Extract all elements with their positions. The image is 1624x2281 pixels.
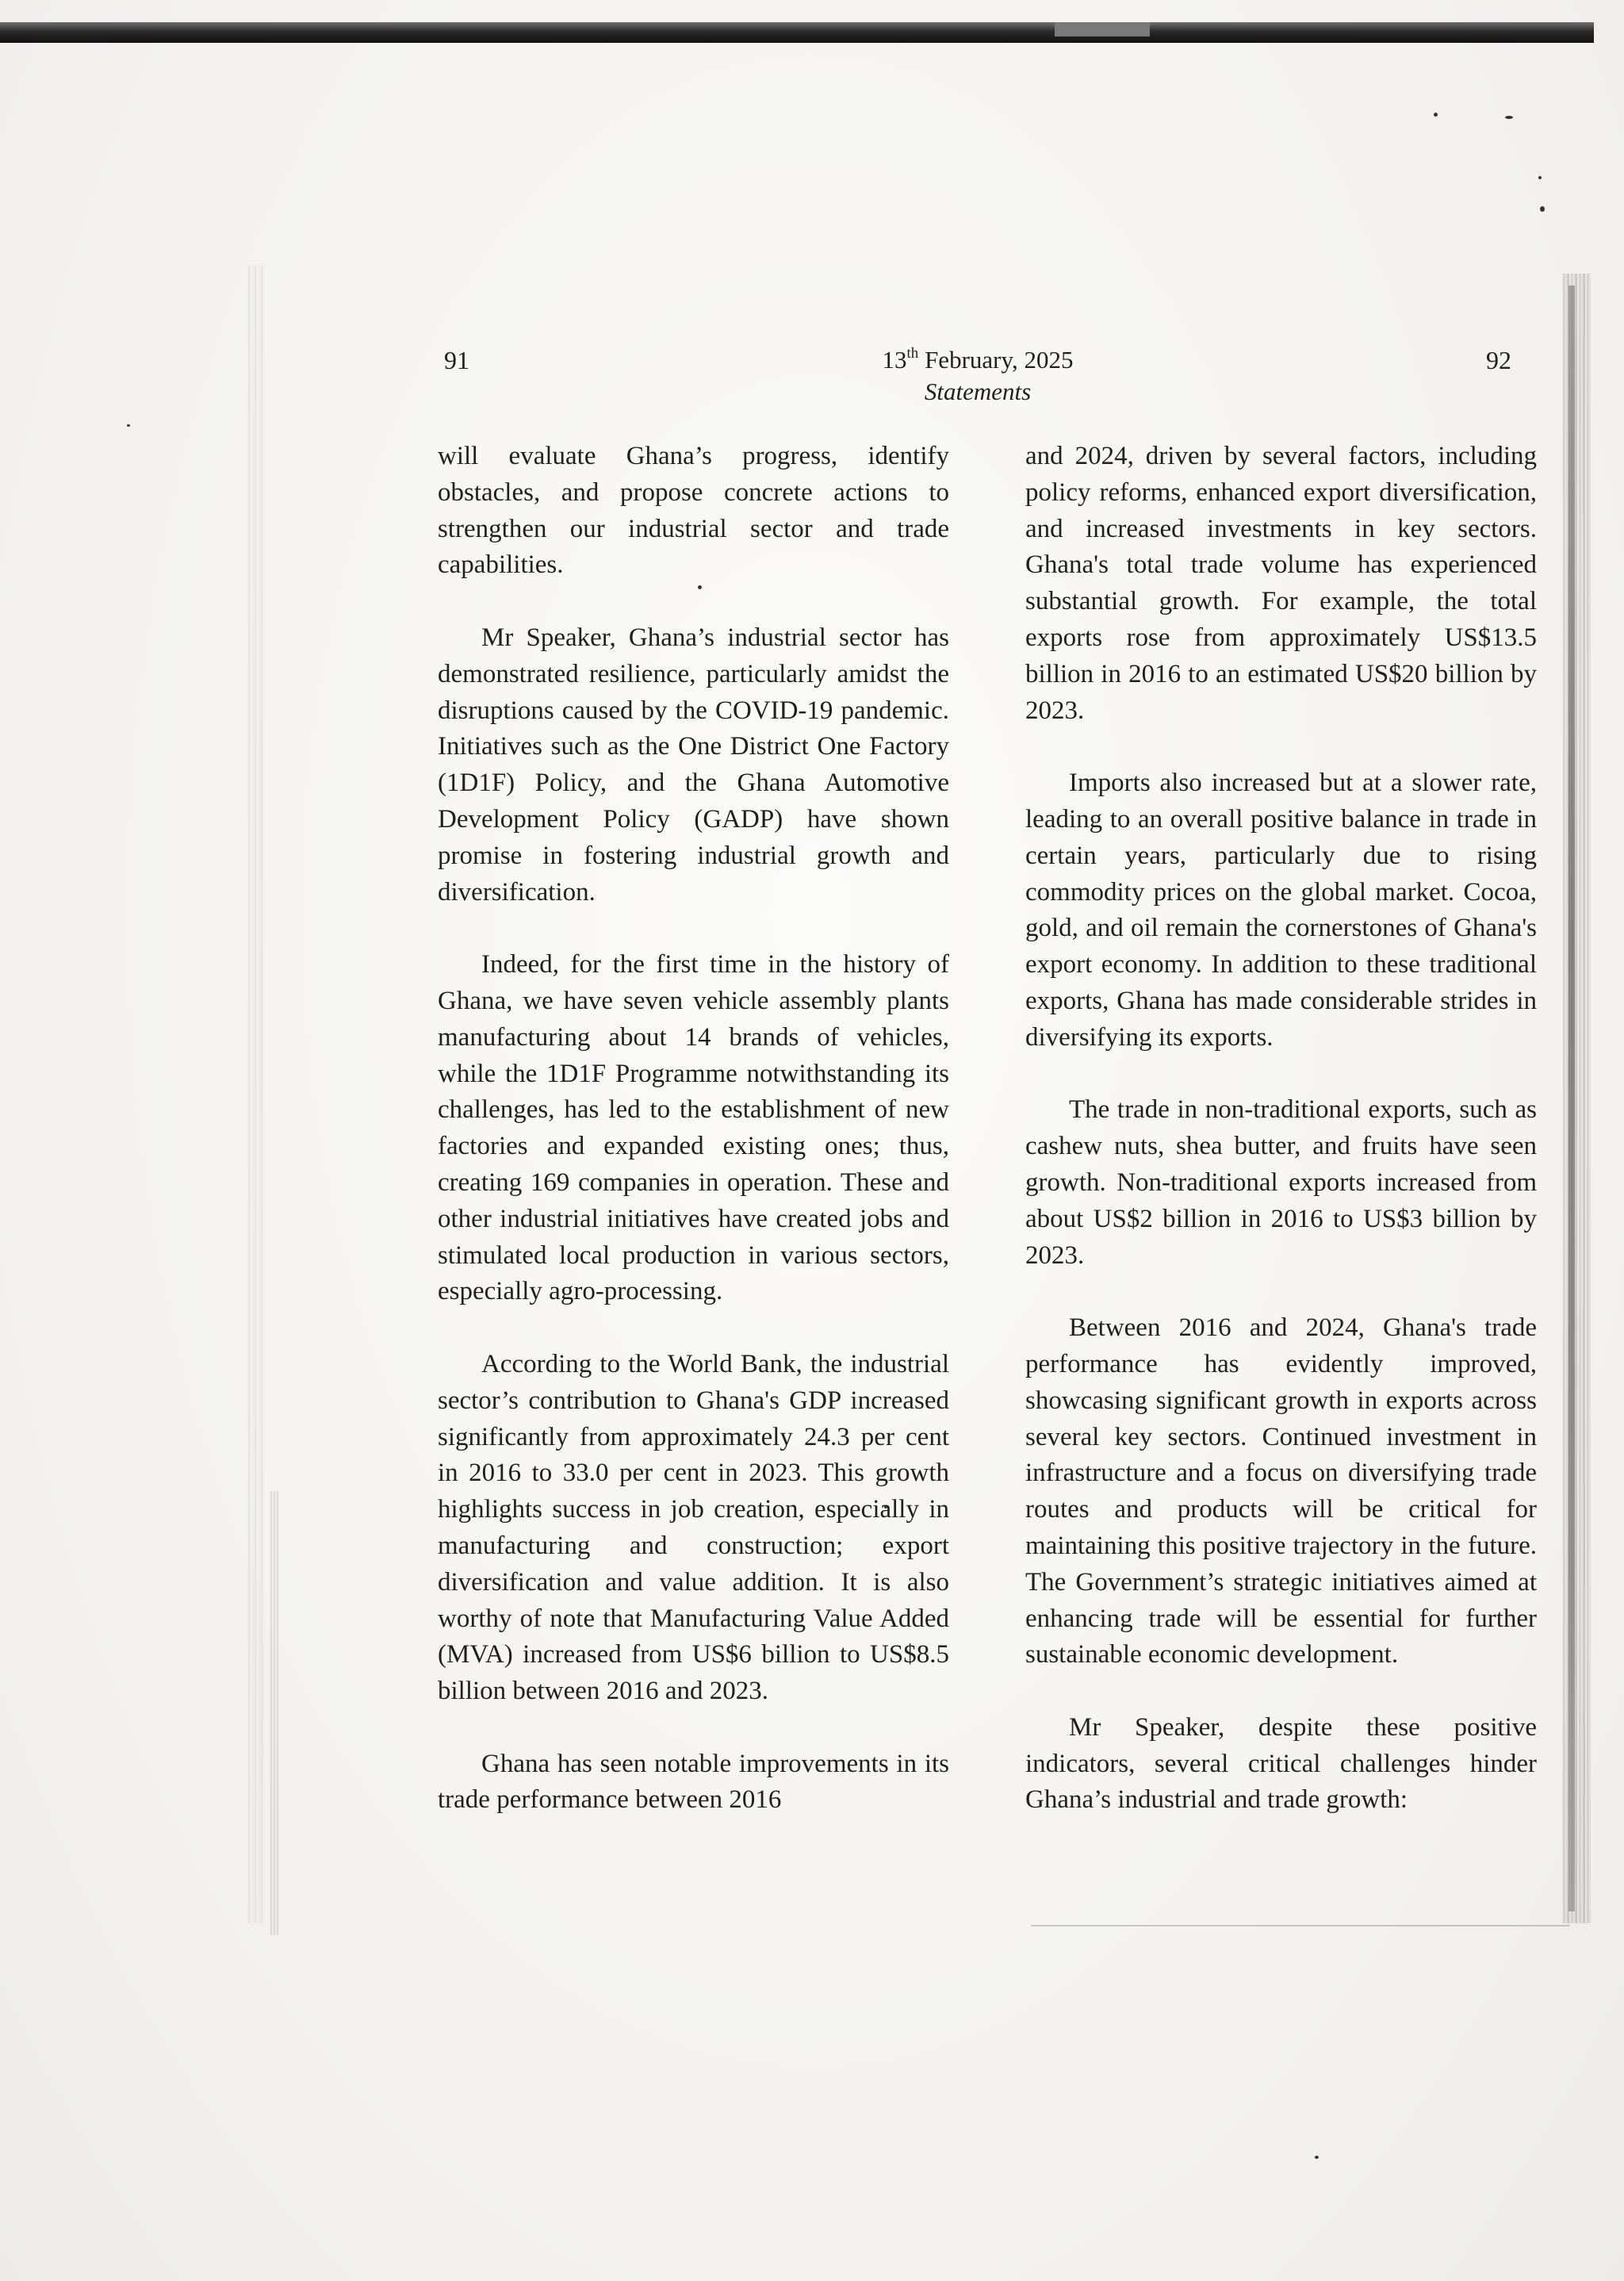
scan-speck (1538, 176, 1542, 179)
paragraph: The trade in non-traditional exports, such as cashew nuts, shea butter, and fruits have seen growth. Non-traditional exports increased from about US$2 billion in 2016 to US$3 billion by 2023. (1025, 1095, 1537, 1270)
scan-left-edge (247, 266, 265, 1923)
paragraph: Imports also increased but at a slower rate, leading to an overall positive balance in trade in certain years, particularly due to rising commodity prices on the global market. Cocoa, gold, and oil remain the cornerstones of Ghana's export economy. In addition to these traditional exports, Ghana has made considerable strides in diversifying its exports. (1025, 769, 1537, 1052)
paragraph: Mr Speaker, despite these positive indicators, several critical challenges hinder Ghana’s industrial and trade growth: (1025, 1712, 1537, 1815)
scan-speck (127, 424, 130, 427)
scan-top-border (0, 22, 1594, 43)
paragraph: and 2024, driven by several factors, including policy reforms, enhanced export diversification, and increased investments in key sectors. Ghana's total trade volume has experienced substantial growth. For example, the total exports rose from approximately US$13.5 billion in 2016 to an estimated US$20 billion by 2023. (1025, 442, 1537, 725)
left-column (438, 439, 949, 1855)
scan-bottom-edge (1031, 1925, 1570, 1926)
paragraph: According to the World Bank, the industrial sector’s contribution to Ghana's GDP increased significantly from approximately 24.3 per cent in 2016 to 33.0 per cent in 2023. This growth highlights success in job creation, especially in manufacturing and construction; export diversification and value addition. It is also worthy of note that Manufacturing Value Added (MVA) increased from US$6 billion to US$8.5 billion between 2016 and 2023. (438, 1349, 949, 1706)
scan-speck (1434, 113, 1438, 117)
date-ordinal-suffix: th (906, 345, 919, 362)
scan-top-border-notch (1055, 22, 1150, 36)
paragraph: Mr Speaker, Ghana’s industrial sector has demonstrated resilience, particularly amidst the disruptions caused by the COVID-19 pandemic. Initiatives such as the One District One Factory (1D1F) Policy, and the Ghana Automotive Development Policy (GADP) have shown promise in fostering industrial growth and diversification. (438, 623, 949, 907)
paragraph: Between 2016 and 2024, Ghana's trade performance has evidently improved, showcasing significant growth in exports across several key sectors. Continued investment in infrastructure and a focus on diversifying trade routes and products will be critical for maintaining this positive trajectory in the future. The Government’s strategic initiatives aimed at enhancing trade will be essential for further sustainable economic development. (1025, 1313, 1537, 1670)
scan-right-edge (1562, 274, 1591, 1923)
date-day: 13 (882, 346, 907, 374)
paragraph: will evaluate Ghana’s progress, identify obstacles, and propose concrete actions to strengthen our industrial sector and trade capabilities. (438, 442, 949, 580)
paragraph: Ghana has seen notable improvements in its trade performance between 2016 (438, 1749, 949, 1815)
scan-speck (1315, 2156, 1319, 2159)
date-month-year: February, 2025 (918, 346, 1074, 374)
paragraph: Indeed, for the first time in the history of Ghana, we have seven vehicle assembly plants manufacturing about 14 brands of vehicles, while the 1D1F Programme notwithstanding its challenges, has led to the establishment of new factories and expanded existing ones; thus, creating 169 companies in operation. These and other industrial initiatives have created jobs and stimulated local production in various sectors, especially agro-processing. (438, 950, 949, 1306)
page-number-left: 91 (444, 346, 469, 374)
section-title: Statements (924, 378, 1032, 405)
scan-right-shadow (1568, 286, 1575, 1911)
scan-left-edge-lower (270, 1491, 279, 1935)
right-column (1025, 439, 1537, 1855)
sitting-date (444, 346, 1511, 374)
scan-speck (1540, 206, 1545, 212)
page-header (444, 346, 1511, 417)
page-number-right: 92 (1486, 346, 1511, 374)
scan-speck (1505, 116, 1513, 119)
